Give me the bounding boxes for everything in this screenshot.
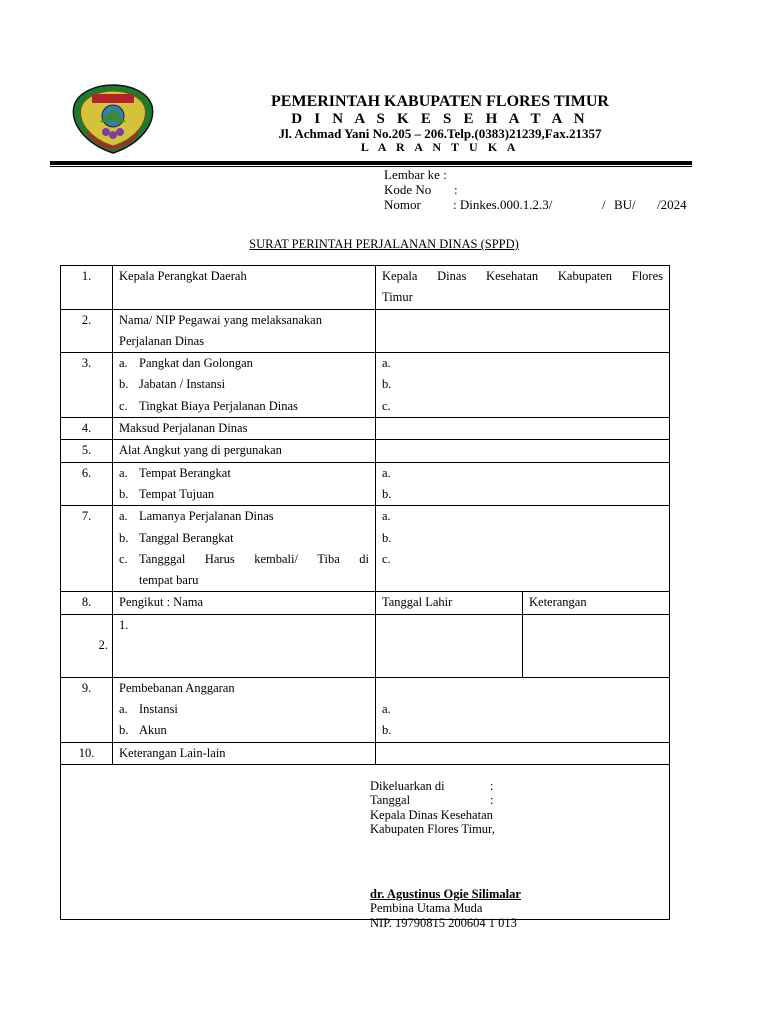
sub-label: Tempat Tujuan	[139, 486, 215, 501]
value-mark: a.	[382, 509, 391, 524]
sub-item	[119, 374, 369, 395]
letterhead-city: L A R A N T U K A	[360, 140, 520, 154]
sppd-table	[60, 265, 670, 930]
sub-item	[119, 699, 369, 720]
sub-mark: b.	[119, 486, 129, 501]
sub-mark: c.	[119, 551, 128, 566]
letterhead-address: Jl. Achmad Yani No.205 – 206.Telp.(0383)21239,Fax.21357	[278, 126, 602, 141]
row-value-empty	[376, 418, 670, 440]
row-number: 5.	[81, 443, 92, 458]
signature-space	[370, 837, 521, 887]
signer-name: dr. Agustinus Ogie Silimalar	[370, 886, 521, 901]
value-mark: c.	[382, 398, 391, 413]
row-value-empty	[376, 742, 670, 764]
follower-item-1: 1.	[119, 617, 129, 632]
nomor-slash: /	[602, 197, 606, 212]
row-number: 1.	[81, 269, 92, 283]
signature-row	[61, 764, 670, 919]
table-row	[61, 742, 670, 764]
signer-nip: NIP. 19790815 200604 1 013	[370, 915, 517, 930]
letterhead-rule-thick	[50, 161, 692, 165]
table-row	[61, 440, 670, 462]
sub-mark: c.	[119, 398, 128, 413]
value-mark: a.	[382, 356, 391, 371]
row-label: Alat Angkut yang di pergunakan	[119, 443, 282, 458]
regency-crest-icon	[70, 82, 156, 156]
kode-label: Kode No	[384, 182, 432, 197]
sub-label: Tangggal Harus kembali/ Tiba di	[139, 551, 369, 566]
table-row	[61, 592, 670, 614]
value-mark: c.	[382, 551, 391, 566]
value-mark: b.	[382, 486, 392, 501]
issued-line	[370, 779, 521, 794]
row-label: Pengikut : Nama	[119, 595, 204, 610]
signer-rank: Pembina Utama Muda	[370, 901, 483, 916]
row-number: 4.	[81, 421, 92, 436]
signer-position-line1: Kepala Dinas Kesehatan	[370, 807, 493, 822]
sub-mark: a.	[119, 702, 128, 717]
nomor-year: /2024	[657, 197, 687, 212]
sub-label: Tempat Berangkat	[139, 465, 231, 480]
sub-item	[119, 484, 369, 505]
kode-colon: :	[454, 182, 458, 197]
row-value-cont: Timur	[382, 290, 413, 305]
kode-line	[384, 182, 458, 198]
sub-item	[119, 549, 369, 570]
sub-mark: a.	[119, 465, 128, 480]
nomor-line	[384, 197, 694, 213]
table-row	[61, 418, 670, 440]
follower-notes-empty	[523, 614, 670, 677]
column-header-birthdate: Tanggal Lahir	[382, 595, 453, 610]
follower-item-2: 2.	[98, 638, 108, 653]
sub-item	[119, 720, 369, 741]
sub-mark: a.	[119, 509, 128, 524]
row-label: Pembebanan Anggaran	[119, 680, 235, 695]
issued-colon: :	[490, 778, 494, 793]
table-row	[61, 462, 670, 506]
row-label: Nama/ NIP Pegawai yang melaksanakan	[119, 312, 322, 327]
row-label: Kepala Perangkat Daerah	[119, 269, 247, 283]
table-row	[61, 266, 670, 310]
issued-label: Dikeluarkan di	[370, 778, 445, 793]
sub-label: Tanggal Berangkat	[139, 530, 234, 545]
lembar-line	[384, 167, 447, 183]
table-row	[61, 506, 670, 592]
letterhead-government: PEMERINTAH KABUPATEN FLORES TIMUR	[271, 93, 609, 110]
row-label: Keterangan Lain-lain	[119, 745, 226, 760]
nomor-bu: BU/	[614, 197, 636, 212]
sub-label: Tingkat Biaya Perjalanan Dinas	[139, 398, 298, 413]
row-value: Kepala Dinas Kesehatan Kabupaten Flores	[382, 269, 664, 283]
row-number: 7.	[81, 509, 92, 524]
row-value-empty	[376, 440, 670, 462]
date-colon: :	[490, 793, 494, 808]
value-mark: a.	[382, 702, 391, 717]
date-label: Tanggal	[370, 793, 411, 808]
value-mark: a.	[382, 465, 391, 480]
value-mark: b.	[382, 723, 392, 738]
sub-label-cont: tempat baru	[139, 573, 199, 588]
sub-label: Pangkat dan Golongan	[139, 356, 253, 371]
row-number: 6.	[81, 465, 92, 480]
sub-label: Akun	[139, 723, 167, 738]
nomor-label: Nomor	[384, 197, 421, 212]
row-number: 9.	[81, 680, 92, 695]
sub-label: Jabatan / Instansi	[139, 377, 226, 392]
row-value-empty	[376, 309, 670, 353]
nomor-value: : Dinkes.000.1.2.3/	[453, 197, 553, 212]
lembar-label: Lembar ke :	[384, 167, 447, 182]
sub-item	[119, 463, 369, 484]
table-row	[61, 614, 670, 677]
table-row	[61, 309, 670, 353]
sub-item	[119, 396, 369, 417]
sub-item	[119, 506, 369, 527]
value-mark: b.	[382, 377, 392, 392]
document-title: SURAT PERINTAH PERJALANAN DINAS (SPPD)	[249, 237, 519, 251]
sub-mark: b.	[119, 530, 129, 545]
sub-mark: b.	[119, 723, 129, 738]
sub-mark: a.	[119, 356, 128, 371]
table-row	[61, 677, 670, 742]
sub-label: Lamanya Perjalanan Dinas	[139, 509, 274, 524]
sub-mark: b.	[119, 377, 129, 392]
value-mark: b.	[382, 530, 392, 545]
sub-item	[119, 353, 369, 374]
row-number: 2.	[81, 312, 92, 327]
table-row	[61, 353, 670, 418]
signer-position-line2: Kabupaten Flores Timur,	[370, 822, 495, 837]
row-number: 8.	[81, 595, 92, 610]
letterhead-office: D I N A S K E S E H A T A N	[291, 111, 589, 127]
follower-birthdate-empty	[376, 614, 523, 677]
row-number: 10.	[78, 745, 95, 760]
column-header-notes: Keterangan	[529, 595, 587, 610]
signature-block	[370, 779, 521, 931]
sub-item	[119, 528, 369, 549]
row-number: 3.	[81, 356, 92, 371]
sub-label: Instansi	[139, 702, 178, 717]
date-line	[370, 793, 521, 808]
row-label: Maksud Perjalanan Dinas	[119, 421, 248, 436]
row-label-cont: Perjalanan Dinas	[119, 333, 205, 348]
letterhead-rule-thin	[50, 166, 692, 167]
